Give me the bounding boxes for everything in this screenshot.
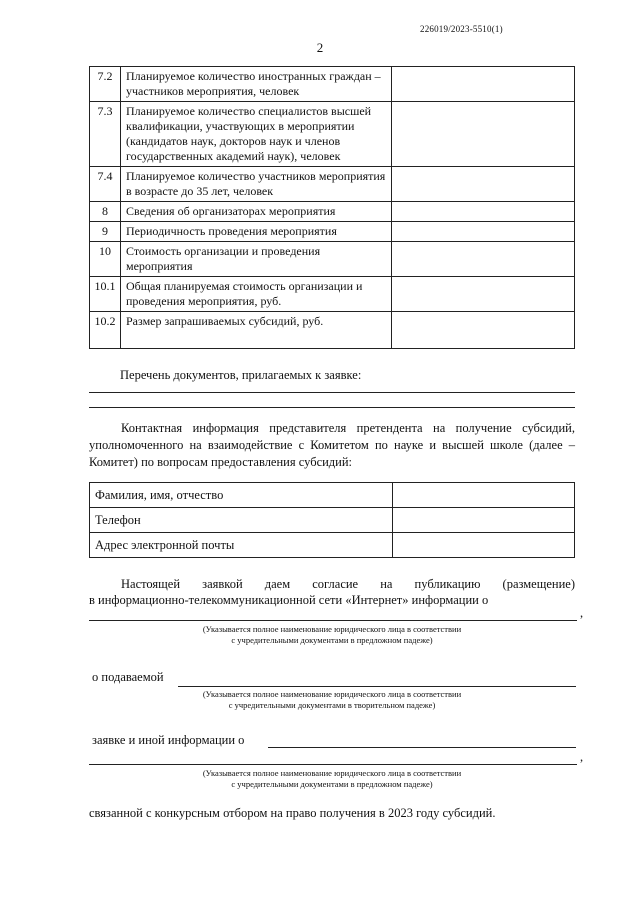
documents-list-label: Перечень документов, прилагаемых к заявке: (120, 368, 362, 382)
contact-intro-text: Контактная информация представителя претендента на получение субсидий, уполномоченного на взаимодействие с Комитетом по науке и высшей школе (далее – Комитет) по вопросам предоставления субсидий: (89, 421, 575, 469)
row-description: Сведения об организаторах мероприятия (121, 202, 392, 222)
table-row (90, 483, 575, 508)
table-row (90, 312, 575, 349)
row-number: 7.4 (90, 167, 121, 202)
row-value-field[interactable] (392, 167, 575, 202)
comma-1: , (580, 606, 584, 620)
organization-name-line-3b[interactable] (89, 764, 577, 765)
hint-2 (89, 689, 575, 711)
documents-line-2[interactable] (89, 407, 575, 408)
table-row (90, 202, 575, 222)
table-row (90, 167, 575, 202)
row-number: 7.3 (90, 102, 121, 167)
table-row (90, 222, 575, 242)
contact-label-phone: Телефон (90, 508, 393, 533)
row-value-field[interactable] (392, 102, 575, 167)
hint-1 (89, 624, 575, 646)
consent-line-1: Настоящей заявкой даем согласие на публикацию (размещение) (121, 577, 575, 591)
hint-1-line-b: с учредительными документами в предложном падеже) (231, 635, 433, 645)
row-value-field[interactable] (392, 242, 575, 277)
row-description: Планируемое количество специалистов высшей квалификации, участвующих в мероприятии (кандидатов наук, докторов наук и членов государственных академий наук), человек (121, 102, 392, 167)
table-row (90, 508, 575, 533)
final-sentence: связанной с конкурсным отбором на право получения в 2023 году субсидий. (89, 806, 496, 820)
consent-line-2: в информационно-телекоммуникационной сети «Интернет» информации о (89, 593, 489, 607)
row-description: Размер запрашиваемых субсидий, руб. (121, 312, 392, 349)
submitted-label: о подаваемой (92, 670, 164, 684)
contact-email-field[interactable] (393, 533, 575, 558)
comma-2: , (580, 750, 584, 764)
contact-fullname-field[interactable] (393, 483, 575, 508)
row-value-field[interactable] (392, 277, 575, 312)
row-description: Общая планируемая стоимость организации и проведения мероприятия, руб. (121, 277, 392, 312)
hint-2-line-b: с учредительными документами в творительном падеже) (228, 700, 436, 710)
table-row (90, 533, 575, 558)
hint-2-line-a: (Указывается полное наименование юридического лица в соответствии (202, 689, 462, 699)
table-row (90, 242, 575, 277)
hint-3-line-b: с учредительными документами в предложном падеже) (231, 779, 433, 789)
row-description: Стоимость организации и проведения мероприятия (121, 242, 392, 277)
hint-3 (89, 768, 575, 790)
organization-name-line-1[interactable] (89, 620, 577, 621)
row-value-field[interactable] (392, 312, 575, 349)
row-number: 7.2 (90, 67, 121, 102)
row-number: 10.1 (90, 277, 121, 312)
row-number: 10.2 (90, 312, 121, 349)
consent-paragraph (89, 576, 575, 608)
documents-line-1[interactable] (89, 392, 575, 393)
row-description: Периодичность проведения мероприятия (121, 222, 392, 242)
row-value-field[interactable] (392, 222, 575, 242)
contact-phone-field[interactable] (393, 508, 575, 533)
table-row (90, 67, 575, 102)
organization-name-line-3a[interactable] (268, 747, 576, 748)
contact-label-email: Адрес электронной почты (90, 533, 393, 558)
other-info-label: заявке и иной информации о (92, 733, 245, 747)
table-row (90, 102, 575, 167)
table-row (90, 277, 575, 312)
contact-label-fullname: Фамилия, имя, отчество (90, 483, 393, 508)
row-number: 10 (90, 242, 121, 277)
row-value-field[interactable] (392, 202, 575, 222)
row-number: 8 (90, 202, 121, 222)
hint-3-line-a: (Указывается полное наименование юридического лица в соответствии (202, 768, 462, 778)
organization-name-line-2[interactable] (178, 686, 576, 687)
contact-table (89, 482, 575, 558)
row-description: Планируемое количество участников мероприятия в возрасте до 35 лет, человек (121, 167, 392, 202)
document-code: 226019/2023-5510(1) (420, 24, 503, 34)
row-value-field[interactable] (392, 67, 575, 102)
row-number: 9 (90, 222, 121, 242)
row-description: Планируемое количество иностранных граждан – участников мероприятия, человек (121, 67, 392, 102)
page-number: 2 (316, 40, 324, 55)
hint-1-line-a: (Указывается полное наименование юридического лица в соответствии (202, 624, 462, 634)
application-table (89, 66, 575, 349)
